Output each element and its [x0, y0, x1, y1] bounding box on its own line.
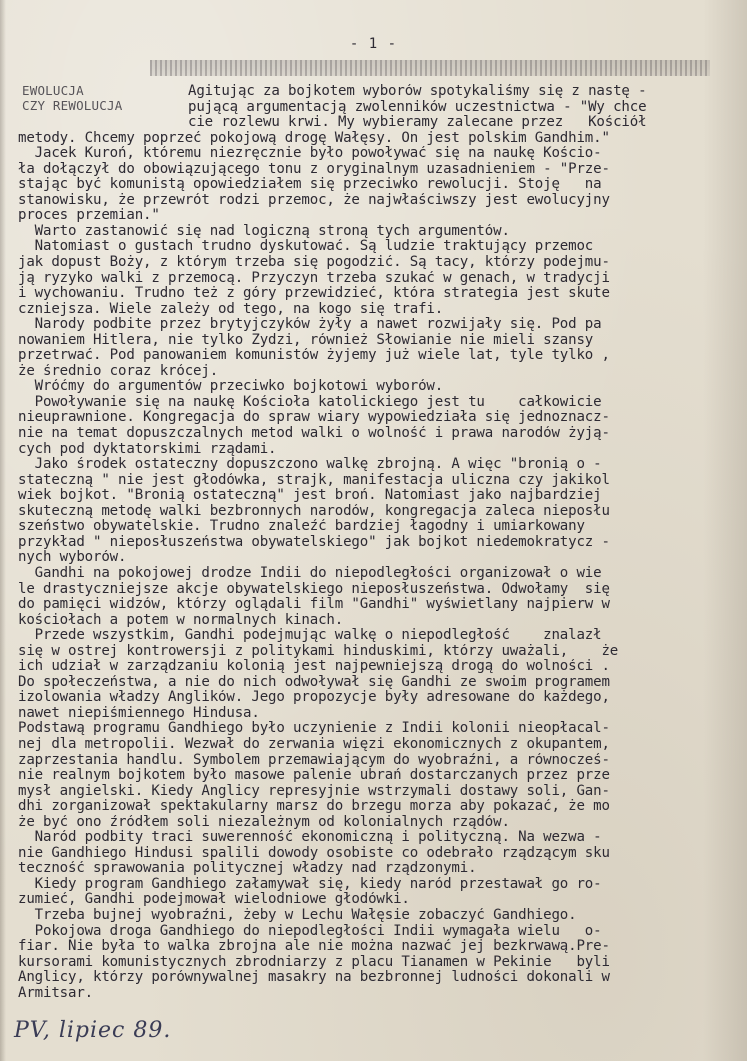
page-edge-shadow [0, 0, 6, 1061]
text-line: stanowisku, że przewrót rodzi przemoc, że najwłaściwszy jest ewolucyjny [18, 192, 610, 208]
text-line: Armitsar. [18, 985, 94, 1001]
text-line: Trzeba bujnej wyobraźni, żeby w Lechu Wałęsie zobaczyć Gandhiego. [18, 907, 577, 923]
text-line: skuteczną metodę walki bezbronnych narodów, kongregacja zaleca nieposłu [18, 503, 610, 519]
text-line: cych pod dyktatorskimi rządami. [18, 441, 277, 457]
text-line: nawet niepiśmiennego Hindusa. [18, 705, 260, 721]
text-line: stateczną " nie jest głodówka, strajk, manifestacja uliczna czy jakikol [18, 472, 610, 488]
section-title: EWOLUCJA CZY REWOLUCJA [22, 83, 123, 113]
text-line: proces przemian." [18, 208, 160, 224]
text-line: Jacek Kuroń, któremu niezręcznie było powoływać się na naukę Kościo- [18, 146, 602, 162]
text-line: że średnio coraz krócej. [18, 363, 219, 379]
text-line: Narody podbite przez brytyjczyków żyły a nawet rozwijały się. Pod pa [18, 317, 602, 333]
text-line: Wróćmy do argumentów przeciwko bojkotowi wyborów. [18, 379, 444, 395]
text-line: fiar. Nie była to walka zbrojna ale nie można nazwać jej bezkrwawą.Pre- [18, 939, 610, 955]
text-line: Do społeczeństwa, a nie do nich odwoływał się Gandhi ze swoim programem [18, 674, 610, 690]
text-line: Natomiast o gustach trudno dyskutować. Są ludzie traktujący przemoc [18, 239, 594, 255]
text-line: zaprzestania handlu. Symbolem przemawiającym do wyobraźni, a równocześ- [18, 752, 610, 768]
text-line: i wychowaniu. Trudno też z góry przewidzieć, która strategia jest skute [18, 286, 610, 302]
text-line: Pokojowa droga Gandhiego do niepodległości Indii wymagała wielu o- [18, 923, 602, 939]
text-line: Przede wszystkim, Gandhi podejmując walkę o niepodległość znalazł [18, 628, 602, 644]
handwritten-signature: PV, lipiec 89. [14, 1018, 172, 1043]
text-line: nie Gandhiego Hindusi spalili dowody osobiste co odebrało rządzącym sku [18, 845, 610, 861]
text-line: Warto zastanowić się nad logiczną stroną tych argumentów. [18, 223, 510, 239]
text-line: izolowania władzy Anglików. Jego propozycje były adresowane do każdego, [18, 690, 610, 706]
text-line: przykład " nieposłuszeństwa obywatelskiego" jak bojkot niedemokratycz - [18, 534, 610, 550]
text-line: le drastyczniejsze akcje obywatelskiego nieposłuszeństwa. Odwołamy się [18, 581, 610, 597]
text-line: Anglicy, którzy porównywalnej masakry na bezbronnej ludności dokonali w [18, 970, 610, 986]
text-line: nie na temat dopuszczalnych metod walki o wolność i prawa narodów żyją- [18, 426, 610, 442]
text-line: Gandhi na pokojowej drodze Indii do niepodległości organizował o wie [18, 565, 602, 581]
text-line: pującą argumentacją zwolenników uczestnictwa - "Wy chce [188, 99, 647, 115]
text-line: ją ryzyko walki z przemocą. Przyczyn trzeba szukać w genach, w tradycji [18, 270, 610, 286]
text-line: ich udział w zarządzaniu kolonią jest najpewniejszą drogą do wolności . [18, 659, 610, 675]
text-line: stając być komunistą opowiedziałem się przeciwko rewolucji. Stoję na [18, 177, 602, 193]
text-line: jak dopust Boży, z którym trzeba się pogodzić. Są tacy, którzy podejmu- [18, 255, 610, 271]
text-line: wiek bojkot. "Bronią ostateczną" jest broń. Natomiast jako najbardziej [18, 488, 602, 504]
text-line: że być ono źródłem soli niezależnym od kolonialnych rządów. [18, 814, 510, 830]
body-lines [18, 131, 723, 1002]
text-line: szeństwo obywatelskie. Trudno znaleźć bardziej łagodny i umiarkowany [18, 519, 585, 535]
text-line: Podstawą programu Gandhiego było uczynienie z Indii kolonii nieopłacal- [18, 721, 610, 737]
text-line: nowaniem Hitlera, nie tylko Żydzi, również Słowianie nie mieli szansy [18, 332, 594, 348]
text-line: się w ostrej kontrowersji z politykami hinduskimi, którzy uważali, że [18, 643, 619, 659]
page-number: - 1 - [349, 36, 398, 52]
text-line: Naród podbity traci suwerenność ekonomiczną i polityczną. Na wezwa - [18, 830, 602, 846]
header-bar [150, 60, 710, 76]
text-line: teczność sprawowania politycznej władzy nad rządzonymi. [18, 861, 477, 877]
text-line: do pamięci widzów, którzy oglądali film "Gandhi" wyświetlany najpierw w [18, 597, 610, 613]
text-line: kursorami komunistycznych zbrodniarzy z placu Tianamen w Pekinie byli [18, 954, 610, 970]
text-line: Powoływanie się na naukę Kościoła katolickiego jest tu całkowicie [18, 394, 602, 410]
text-line: nej dla metropolii. Wezwał do zerwania więzi ekonomicznych z okupantem, [18, 736, 610, 752]
text-line: czniejsza. Wiele zależy od tego, na kogo się trafi. [18, 301, 444, 317]
text-line: Kiedy program Gandhiego załamywał się, kiedy naród przestawał go ro- [18, 876, 602, 892]
text-line: dhi zorganizował spektakularny marsz do brzegu morza aby pokazać, że mo [18, 799, 610, 815]
text-line: Jako środek ostateczny dopuszczono walkę zbrojną. A więc "bronią o - [18, 457, 602, 473]
text-line: przetrwać. Pod panowaniem komunistów żyjemy już wiele lat, tyle tylko , [18, 348, 610, 364]
text-line: zumieć, Gandhi podejmował wielodniowe głodówki. [18, 892, 410, 908]
text-line: metody. Chcemy poprzeć pokojową drogę Wałęsy. On jest polskim Gandhim." [18, 130, 610, 146]
text-line: nych wyborów. [18, 550, 127, 566]
text-line: cie rozlewu krwi. My wybieramy zalecane przez Kościół [188, 115, 647, 131]
text-line: kościołach a potem w normalnych kinach. [18, 612, 344, 628]
article-text [18, 84, 723, 1001]
text-line: nieuprawnione. Kongregacja do spraw wiary wypowiedziała się jednoznacz- [18, 410, 610, 426]
text-line: ła dołączył do obowiązującego tonu z oryginalnym uzasadnieniem - "Prze- [18, 161, 610, 177]
text-line: nie realnym bojkotem było masowe palenie ubrań dostarczanych przez prze [18, 768, 610, 784]
text-line: Agitując za bojkotem wyborów spotykaliśmy się z nastę - [188, 84, 647, 99]
text-line: mysł angielski. Kiedy Anglicy represyjnie wstrzymali dostawy soli, Gan- [18, 783, 610, 799]
